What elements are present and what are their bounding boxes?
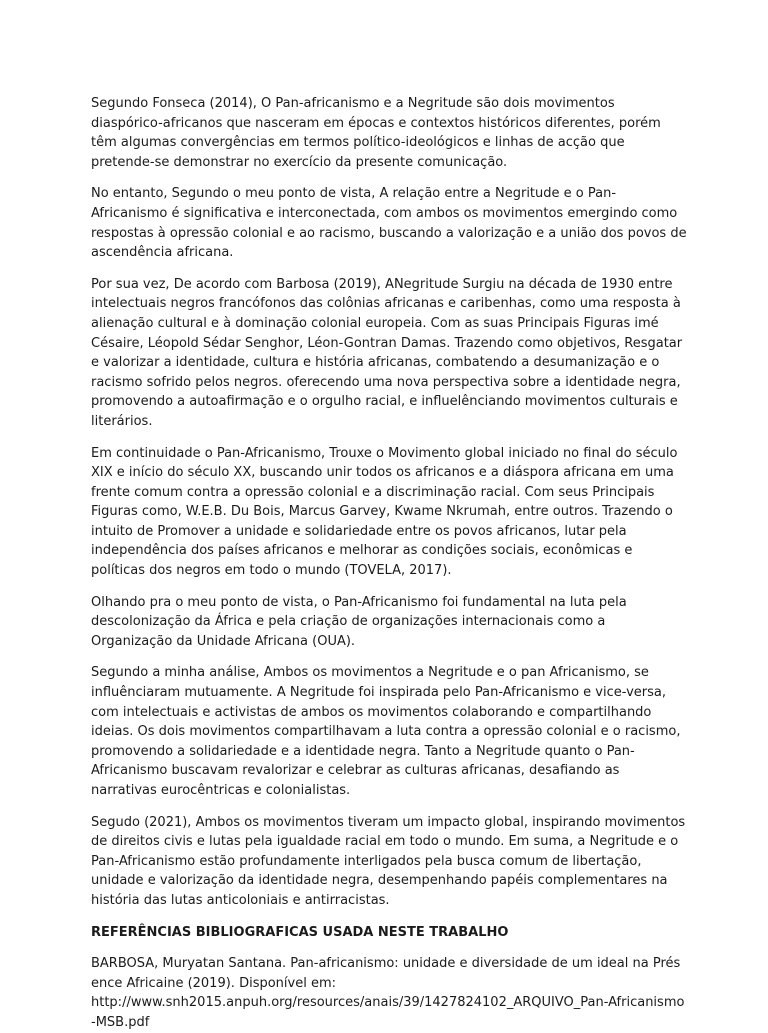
paragraph-ponto-de-vista: No entanto, Segundo o meu ponto de vista, A relação entre a Negritude e o Pan-Africanismo é significativa e interconectada, com ambos os movimentos emergindo como respostas à opressão colonial e ao racismo, buscando a valorização e a união dos povos de ascendência africana. <box>91 186 687 261</box>
reference-link[interactable]: http://www.snh2015.anpuh.org/resources/anais/39/1427824102_ARQUIVO_Pan-Africanismo-MSB.pdf <box>91 995 685 1030</box>
paragraph-descolonizacao: Olhando pra o meu ponto de vista, o Pan-Africanismo foi fundamental na luta pela descolonização da África e pela criação de organizações internacionais como a Organização da Unidade Africana (OUA). <box>91 594 627 649</box>
reference-text: BARBOSA, Muryatan Santana. Pan-africanismo: unidade e diversidade de um ideal na Présence Africaine (2019). Disponível em: <box>91 956 681 991</box>
paragraph-impacto-global: Segudo (2021), Ambos os movimentos tiveram um impacto global, inspirando movimentos de direitos civis e lutas pela igualdade racial em todo o mundo. Em suma, a Negritude e o Pan-Africanismo estão profundamente interligados pela busca comum de libertação, unidade e valorização da identidade negra, desempenhando papéis complementares na história das lutas anticoloniais e antirracistas. <box>91 814 686 908</box>
paragraph-pan-africanismo: Em continuidade o Pan-Africanismo, Trouxe o Movimento global iniciado no final do século XIX e início do século XX, buscando unir todos os africanos e a diáspora africana em uma frente comum contra a opressão colonial e a discriminação racial. Com seus Principais Figuras como, W.E.B. Du Bois, Marcus Garvey, Kwame Nkrumah, entre outros. Trazendo o intuito de Promover a unidade e solidariedade entre os povos africanos, lutar pela independência dos países africanos e melhorar as condições sociais, econômicas e políticas dos negros em todo o mundo (TOVELA, 2017). <box>91 445 678 579</box>
reference-entry <box>91 954 687 1032</box>
document-page <box>91 94 687 1033</box>
paragraph-negritude: Por sua vez, De acordo com Barbosa (2019), ANegritude Surgiu na década de 1930 entre intelectuais negros francófonos das colônias africanas e caribenhas, como uma resposta à alienação cultural e à dominação colonial europeia. Com as suas Principais Figuras imé Césaire, Léopold Sédar Senghor, Léon-Gontran Damas. Trazendo como objetivos, Resgatar e valorizar a identidade, cultura e história africanas, combatendo a desumanização e o racismo sofrido pelos negros. oferecendo uma nova perspectiva sobre a identidade negra, promovendo a autoafirmação e o orgulho racial, e influelênciando movimentos culturais e literários. <box>91 276 683 429</box>
paragraph-analise: Segundo a minha análise, Ambos os movimentos a Negritude e o pan Africanismo, se influênciaram mutuamente. A Negritude foi inspirada pelo Pan-Africanismo e vice-versa, com intelectuais e activistas de ambos os movimentos colaborando e compartilhando ideias. Os dois movimentos compartilhavam a luta contra a opressão colonial e o racismo, promovendo a solidariedade e a identidade negra. Tanto a Negritude quanto o Pan-Africanismo buscavam revalorizar e celebrar as culturas africanas, desafiando as narrativas eurocêntricas e colonialistas. <box>91 665 681 798</box>
paragraph-fonseca: Segundo Fonseca (2014), O Pan-africanismo e a Negritude são dois movimentos diaspórico-africanos que nasceram em épocas e contextos históricos diferentes, porém têm algumas convergências em termos político-ideológicos e linhas de acção que pretende-se demonstrar no exercício da presente comunicação. <box>91 96 661 170</box>
references-heading: REFERÊNCIAS BIBLIOGRAFICAS USADA NESTE TRABALHO <box>91 924 509 940</box>
